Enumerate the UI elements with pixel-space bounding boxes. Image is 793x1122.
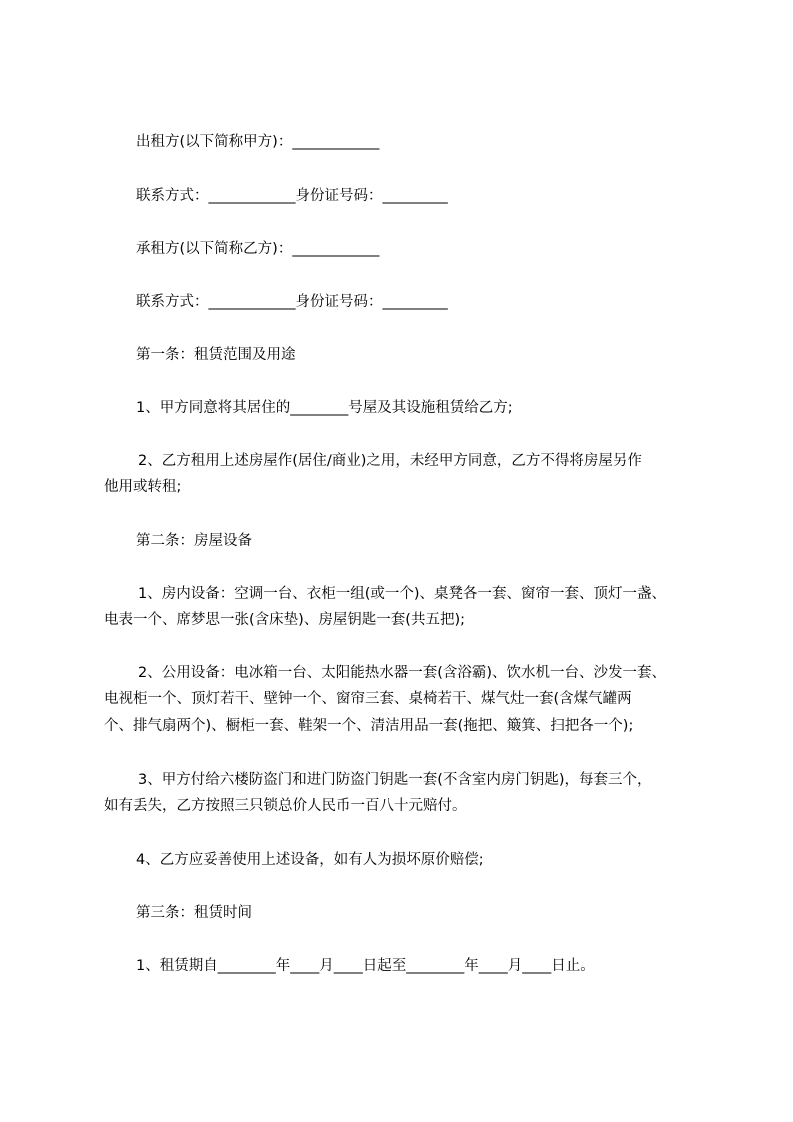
article-1-heading: 第一条：租赁范围及用途 xyxy=(136,347,296,363)
article-3-clause-1: 1、租赁期自________年____月____日起至________年____月____日止。 xyxy=(136,958,595,974)
article-2-clause-2-cont-2: 个、排气扇两个)、橱柜一套、鞋架一个、清洁用品一套(拖把、簸箕、扫把各一个); xyxy=(104,718,634,734)
lessee-contact-line: 联系方式：____________身份证号码：_________ xyxy=(136,294,448,310)
lessee-line: 承租方(以下简称乙方)：____________ xyxy=(136,241,380,257)
article-1-clause-2-cont: 他用或转租; xyxy=(104,479,182,495)
article-2-clause-1-cont: 电表一个、席梦思一张(含床垫)、房屋钥匙一套(共五把); xyxy=(104,612,466,628)
article-1-clause-2: 2、乙方租用上述房屋作(居住/商业)之用，未经甲方同意，乙方不得将房屋另作 xyxy=(138,453,642,469)
article-3-heading: 第三条：租赁时间 xyxy=(136,905,252,921)
lessor-line: 出租方(以下简称甲方)：____________ xyxy=(136,134,380,150)
article-2-clause-2-cont-1: 电视柜一个、顶灯若干、壁钟一个、窗帘三套、桌椅若干、煤气灶一套(含煤气罐两 xyxy=(104,691,632,707)
lessor-contact-line: 联系方式：____________身份证号码：_________ xyxy=(136,188,448,204)
article-2-clause-3-cont: 如有丢失，乙方按照三只锁总价人民币一百八十元赔付。 xyxy=(104,798,467,814)
article-2-clause-3: 3、甲方付给六楼防盗门和进门防盗门钥匙一套(不含室内房门钥匙)，每套三个， xyxy=(138,772,652,788)
article-2-heading: 第二条：房屋设备 xyxy=(136,533,252,549)
article-2-clause-4: 4、乙方应妥善使用上述设备，如有人为损坏原价赔偿; xyxy=(136,852,484,868)
article-1-clause-1: 1、甲方同意将其居住的________号屋及其设施租赁给乙方; xyxy=(136,400,513,416)
article-2-clause-2: 2、公用设备：电冰箱一台、太阳能热水器一套(含浴霸)、饮水机一台、沙发一套、 xyxy=(138,665,667,681)
article-2-clause-1: 1、房内设备：空调一台、衣柜一组(或一个)、桌凳各一套、窗帘一套、顶灯一盏、 xyxy=(138,586,667,602)
